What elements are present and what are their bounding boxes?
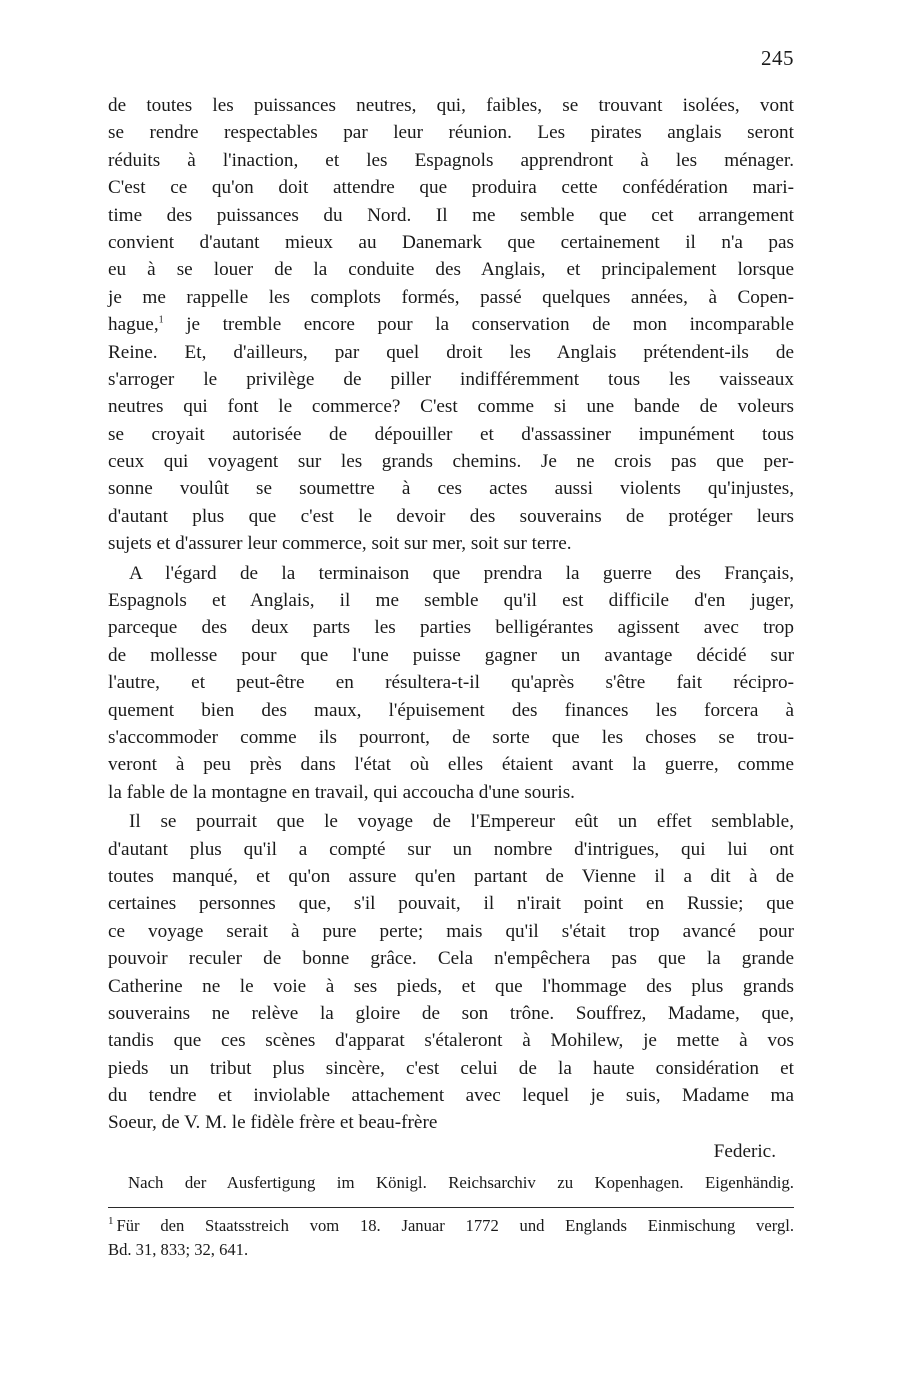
text-line: time des puissances du Nord. Il me semble que cet arrangement: [108, 204, 794, 226]
text-line: souverains ne relève la gloire de son trône. Souffrez, Madame, que,: [108, 1002, 794, 1024]
text-line: neutres qui font le commerce? C'est comme si une bande de voleurs: [108, 396, 794, 418]
text-line: réduits à l'inaction, et les Espagnols apprendront à les ménager.: [108, 149, 794, 171]
text-line: veront à peu près dans l'état où elles étaient avant la guerre, comme: [108, 754, 794, 776]
text-fragment: je tremble encore pour la conservation de mon incomparable: [163, 314, 794, 336]
text-line: Soeur, de V. M. le fidèle frère et beau-frère: [108, 1112, 438, 1134]
text-line: eu à se louer de la conduite des Anglais, et principalement lorsque: [108, 259, 794, 281]
source-note: Nach der Ausfertigung im Königl. Reichsarchiv zu Kopenhagen. Eigenhändig.: [128, 1172, 794, 1192]
text-line: pouvoir reculer de bonne grâce. Cela n'empêchera pas que la grande: [108, 948, 794, 970]
paragraph-2: [108, 560, 794, 807]
footnote-mark: 1: [108, 1215, 114, 1228]
text-line: de toutes les puissances neutres, qui, faibles, se trouvant isolées, vont: [108, 95, 794, 116]
text-line-with-footnote-ref: [108, 311, 794, 338]
footnote-line: Bd. 31, 833; 32, 641.: [108, 1239, 249, 1259]
text-line: C'est ce qu'on doit attendre que produira cette confédération mari-: [108, 177, 794, 199]
signature: Federic.: [713, 1140, 776, 1162]
text-line: d'autant plus qu'il a compté sur un nombre d'intrigues, qui lui ont: [108, 838, 794, 860]
text-line: toutes manqué, et qu'on assure qu'en partant de Vienne il a dit à de: [108, 865, 794, 887]
text-line: d'autant plus que c'est le devoir des souverains de protéger leurs: [108, 505, 794, 527]
text-line: l'autre, et peut-être en résultera-t-il qu'après s'être fait récipro-: [108, 672, 794, 694]
footnote-line: [108, 1214, 794, 1238]
footnote-divider: [108, 1207, 794, 1208]
text-line: tandis que ces scènes d'apparat s'étaleront à Mohilew, je mette à vos: [108, 1030, 794, 1052]
text-line: je me rappelle les complots formés, passé quelques années, à Copen-: [108, 286, 794, 308]
text-line: sujets et d'assurer leur commerce, soit sur mer, soit sur terre.: [108, 533, 572, 555]
text-line: certaines personnes que, s'il pouvait, il n'irait point en Russie; que: [108, 893, 794, 915]
text-line: s'arroger le privilège de piller indifféremment tous les vaisseaux: [108, 368, 794, 390]
page-number: 245: [761, 46, 794, 70]
text-line: Reine. Et, d'ailleurs, par quel droit les Anglais prétendent-ils de: [108, 341, 794, 363]
text-line: du tendre et inviolable attachement avec lequel je suis, Madame ma: [108, 1085, 794, 1107]
text-line: parceque des deux parts les parties belligérantes agissent avec trop: [108, 617, 794, 639]
footnote: [108, 1214, 794, 1262]
text-line: ceux qui voyagent sur les grands chemins. Je ne crois pas que per-: [108, 451, 794, 473]
text-line: Espagnols et Anglais, il me semble qu'il est difficile d'en juger,: [108, 590, 794, 612]
text-line: convient d'autant mieux au Danemark que certainement il n'a pas: [108, 231, 794, 253]
footnote-text: Für den Staatsstreich vom 18. Januar 1772 und Englands Einmischung vergl.: [116, 1215, 794, 1235]
text-line: sonne voulût se soumettre à ces actes aussi violents qu'injustes,: [108, 478, 794, 500]
text-line: pieds un tribut plus sincère, c'est celui de la haute considération et: [108, 1057, 794, 1079]
letter-body: [108, 92, 794, 1262]
text-line: se rendre respectables par leur réunion. Les pirates anglais seront: [108, 122, 794, 144]
paragraph-1: [108, 92, 794, 558]
text-line: A l'égard de la terminaison que prendra la guerre des Français,: [129, 562, 794, 584]
text-line: la fable de la montagne en travail, qui accoucha d'une souris.: [108, 781, 575, 803]
paragraph-3: [108, 808, 794, 1137]
text-line: ce voyage serait à pure perte; mais qu'il s'était trop avancé pour: [108, 920, 794, 942]
text-line: se croyait autorisée de dépouiller et d'assassiner impunément tous: [108, 423, 794, 445]
footnote-reference: 1: [158, 314, 164, 326]
text-line: Il se pourrait que le voyage de l'Empereur eût un effet semblable,: [129, 811, 794, 833]
text-line: Catherine ne le voie à ses pieds, et que l'hommage des plus grands: [108, 975, 794, 997]
text-line: quement bien des maux, l'épuisement des finances les forcera à: [108, 699, 794, 721]
text-line: de mollesse pour que l'une puisse gagner un avantage décidé sur: [108, 644, 794, 666]
text-line: s'accommoder comme ils pourront, de sorte que les choses se trou-: [108, 726, 794, 748]
text-fragment: hague,: [108, 314, 159, 336]
